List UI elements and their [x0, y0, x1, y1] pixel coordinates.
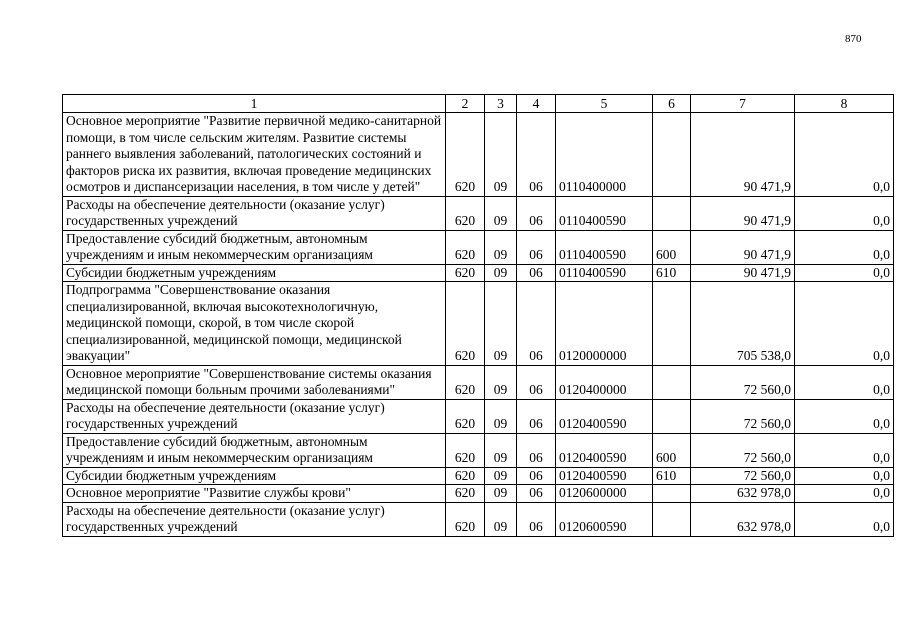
column-header: 4	[517, 95, 556, 113]
cell-amount: 72 560,0	[691, 365, 795, 399]
table-row	[63, 467, 894, 485]
cell-amount: 90 471,9	[691, 230, 795, 264]
cell-ministry-code: 620	[446, 502, 485, 536]
table-row	[63, 485, 894, 503]
cell-amount-2: 0,0	[795, 365, 894, 399]
table-row	[63, 433, 894, 467]
cell-amount-2: 0,0	[795, 264, 894, 282]
cell-expense-type	[653, 196, 691, 230]
cell-expense-type	[653, 485, 691, 503]
cell-target-item: 0120400590	[556, 433, 653, 467]
cell-subsection: 06	[517, 365, 556, 399]
cell-section: 09	[485, 196, 517, 230]
table-row	[63, 399, 894, 433]
cell-target-item: 0120000000	[556, 282, 653, 366]
cell-target-item: 0120600590	[556, 502, 653, 536]
cell-amount: 72 560,0	[691, 467, 795, 485]
column-header: 5	[556, 95, 653, 113]
row-name: Расходы на обеспечение деятельности (оказание услуг) государственных учреждений	[63, 399, 446, 433]
cell-amount: 90 471,9	[691, 113, 795, 197]
cell-expense-type	[653, 113, 691, 197]
cell-amount-2: 0,0	[795, 230, 894, 264]
cell-subsection: 06	[517, 433, 556, 467]
cell-subsection: 06	[517, 502, 556, 536]
cell-amount-2: 0,0	[795, 502, 894, 536]
column-header: 3	[485, 95, 517, 113]
cell-section: 09	[485, 230, 517, 264]
cell-target-item: 0120400000	[556, 365, 653, 399]
cell-subsection: 06	[517, 467, 556, 485]
column-header: 6	[653, 95, 691, 113]
cell-section: 09	[485, 433, 517, 467]
cell-target-item: 0110400000	[556, 113, 653, 197]
cell-ministry-code: 620	[446, 282, 485, 366]
cell-section: 09	[485, 485, 517, 503]
cell-amount-2: 0,0	[795, 485, 894, 503]
cell-target-item: 0120400590	[556, 399, 653, 433]
cell-section: 09	[485, 264, 517, 282]
table-header-row	[63, 95, 894, 113]
cell-expense-type: 610	[653, 264, 691, 282]
table-row	[63, 196, 894, 230]
row-name: Предоставление субсидий бюджетным, автономным учреждениям и иным некоммерческим организациям	[63, 433, 446, 467]
cell-ministry-code: 620	[446, 196, 485, 230]
cell-amount-2: 0,0	[795, 196, 894, 230]
cell-subsection: 06	[517, 264, 556, 282]
column-header: 2	[446, 95, 485, 113]
column-header: 7	[691, 95, 795, 113]
row-name: Основное мероприятие "Развитие первичной медико-санитарной помощи, в том числе сельским жителям. Развитие системы раннего выявления заболеваний, патологических состояний и факторов риска их развития, включая проведение медицинских осмотров и диспансеризации населения, в том числе у детей"	[63, 113, 446, 197]
cell-amount: 632 978,0	[691, 502, 795, 536]
cell-subsection: 06	[517, 230, 556, 264]
cell-amount: 72 560,0	[691, 433, 795, 467]
page-number: 870	[845, 33, 862, 45]
cell-ministry-code: 620	[446, 264, 485, 282]
cell-target-item: 0110400590	[556, 264, 653, 282]
cell-expense-type: 610	[653, 467, 691, 485]
table-row	[63, 264, 894, 282]
cell-ministry-code: 620	[446, 485, 485, 503]
cell-ministry-code: 620	[446, 230, 485, 264]
cell-target-item: 0120400590	[556, 467, 653, 485]
cell-section: 09	[485, 282, 517, 366]
cell-section: 09	[485, 467, 517, 485]
cell-subsection: 06	[517, 399, 556, 433]
cell-expense-type: 600	[653, 230, 691, 264]
table-row	[63, 230, 894, 264]
cell-target-item: 0120600000	[556, 485, 653, 503]
row-name: Субсидии бюджетным учреждениям	[63, 264, 446, 282]
row-name: Расходы на обеспечение деятельности (оказание услуг) государственных учреждений	[63, 502, 446, 536]
cell-expense-type: 600	[653, 433, 691, 467]
cell-amount-2: 0,0	[795, 433, 894, 467]
cell-section: 09	[485, 113, 517, 197]
cell-amount: 90 471,9	[691, 196, 795, 230]
cell-target-item: 0110400590	[556, 230, 653, 264]
cell-ministry-code: 620	[446, 365, 485, 399]
table-row	[63, 282, 894, 366]
cell-subsection: 06	[517, 282, 556, 366]
row-name: Основное мероприятие "Развитие службы крови"	[63, 485, 446, 503]
cell-section: 09	[485, 502, 517, 536]
cell-ministry-code: 620	[446, 113, 485, 197]
cell-ministry-code: 620	[446, 467, 485, 485]
row-name: Подпрограмма "Совершенствование оказания специализированной, включая высокотехнологичную, медицинской помощи, скорой, в том числе скорой специализированной, медицинской помощи, медицинской эвакуации"	[63, 282, 446, 366]
cell-amount: 72 560,0	[691, 399, 795, 433]
cell-target-item: 0110400590	[556, 196, 653, 230]
table-row	[63, 365, 894, 399]
row-name: Предоставление субсидий бюджетным, автономным учреждениям и иным некоммерческим организациям	[63, 230, 446, 264]
cell-amount-2: 0,0	[795, 467, 894, 485]
row-name: Расходы на обеспечение деятельности (оказание услуг) государственных учреждений	[63, 196, 446, 230]
cell-expense-type	[653, 282, 691, 366]
cell-subsection: 06	[517, 196, 556, 230]
cell-expense-type	[653, 502, 691, 536]
cell-amount-2: 0,0	[795, 282, 894, 366]
cell-amount-2: 0,0	[795, 399, 894, 433]
cell-ministry-code: 620	[446, 433, 485, 467]
column-header: 1	[63, 95, 446, 113]
table-row	[63, 113, 894, 197]
cell-amount: 90 471,9	[691, 264, 795, 282]
cell-amount: 705 538,0	[691, 282, 795, 366]
cell-expense-type	[653, 365, 691, 399]
row-name: Субсидии бюджетным учреждениям	[63, 467, 446, 485]
cell-amount: 632 978,0	[691, 485, 795, 503]
cell-ministry-code: 620	[446, 399, 485, 433]
cell-expense-type	[653, 399, 691, 433]
row-name: Основное мероприятие "Совершенствование системы оказания медицинской помощи больным прочими заболеваниями"	[63, 365, 446, 399]
budget-table	[62, 94, 894, 537]
cell-section: 09	[485, 399, 517, 433]
cell-subsection: 06	[517, 113, 556, 197]
cell-section: 09	[485, 365, 517, 399]
column-header: 8	[795, 95, 894, 113]
cell-subsection: 06	[517, 485, 556, 503]
table-row	[63, 502, 894, 536]
cell-amount-2: 0,0	[795, 113, 894, 197]
